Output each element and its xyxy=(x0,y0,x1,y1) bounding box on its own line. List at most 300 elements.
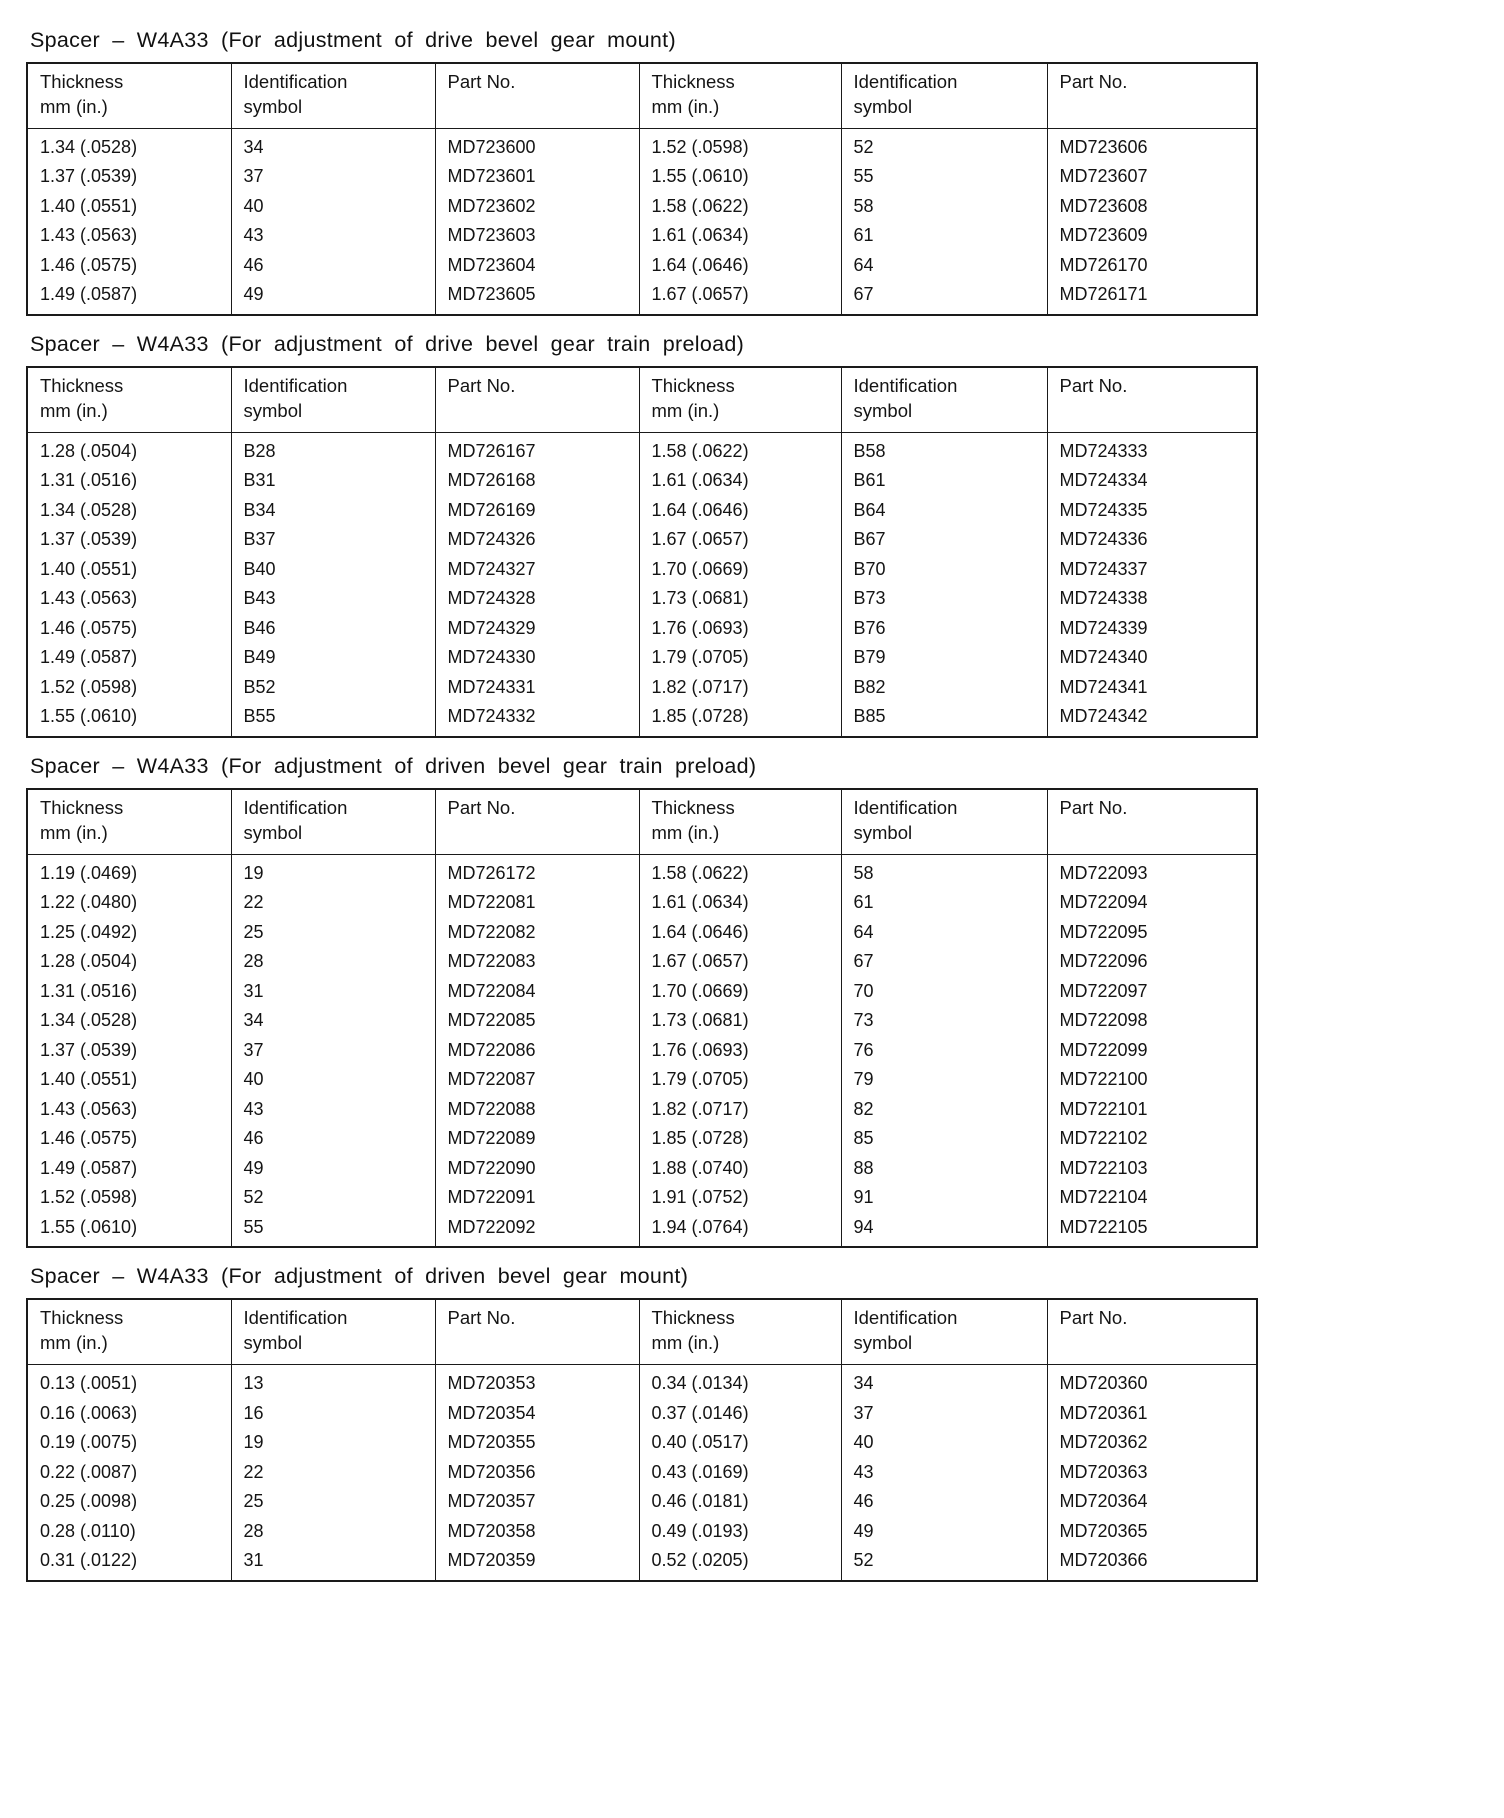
column-header xyxy=(231,63,435,128)
table-cell: 16 xyxy=(231,1399,435,1429)
table-cell: MD722081 xyxy=(435,888,639,918)
table-cell: 73 xyxy=(841,1006,1047,1036)
table-cell: MD722093 xyxy=(1047,854,1257,888)
table-cell: 0.19 (.0075) xyxy=(27,1428,231,1458)
table-cell: B55 xyxy=(231,702,435,737)
table-row xyxy=(27,525,1257,555)
table-cell: 1.58 (.0622) xyxy=(639,192,841,222)
table-cell: 0.31 (.0122) xyxy=(27,1546,231,1581)
column-header xyxy=(639,789,841,854)
table-row xyxy=(27,1399,1257,1429)
table-cell: MD723600 xyxy=(435,128,639,162)
table-row xyxy=(27,854,1257,888)
column-header-line2: mm (in.) xyxy=(40,821,108,843)
column-header-line1: Identification xyxy=(243,71,348,92)
table-cell: MD722103 xyxy=(1047,1154,1257,1184)
column-header-line1: Identification xyxy=(243,796,348,818)
table-row xyxy=(27,1065,1257,1095)
table-cell: MD722099 xyxy=(1047,1036,1257,1066)
table-cell: MD723601 xyxy=(435,162,639,192)
table-cell: MD720358 xyxy=(435,1517,639,1547)
column-header-line1: Thickness xyxy=(651,1307,735,1329)
table-cell: 22 xyxy=(231,888,435,918)
table-cell: 19 xyxy=(231,854,435,888)
table-cell: 61 xyxy=(841,221,1047,251)
table-cell: 58 xyxy=(841,854,1047,888)
table-cell: MD724326 xyxy=(435,525,639,555)
table-cell: MD726167 xyxy=(435,432,639,466)
table-cell: B85 xyxy=(841,702,1047,737)
table-cell: MD720362 xyxy=(1047,1428,1257,1458)
table-row xyxy=(27,702,1257,737)
table-cell: 0.37 (.0146) xyxy=(639,1399,841,1429)
table-cell: 0.52 (.0205) xyxy=(639,1546,841,1581)
table-cell: 43 xyxy=(231,1095,435,1125)
table-cell: B28 xyxy=(231,432,435,466)
table-cell: MD722104 xyxy=(1047,1183,1257,1213)
table-cell: 1.70 (.0669) xyxy=(639,977,841,1007)
column-header xyxy=(27,63,231,128)
table-cell: 1.40 (.0551) xyxy=(27,192,231,222)
table-cell: B79 xyxy=(841,643,1047,673)
table-cell: 58 xyxy=(841,192,1047,222)
table-cell: 1.49 (.0587) xyxy=(27,1154,231,1184)
table-cell: 67 xyxy=(841,947,1047,977)
table-cell: B43 xyxy=(231,584,435,614)
table-row xyxy=(27,1124,1257,1154)
table-cell: 25 xyxy=(231,918,435,948)
table-row xyxy=(27,432,1257,466)
column-header xyxy=(841,789,1047,854)
table-cell: 0.43 (.0169) xyxy=(639,1458,841,1488)
column-header xyxy=(27,367,231,432)
column-header-line1: Thickness xyxy=(651,374,735,396)
table-cell: 1.31 (.0516) xyxy=(27,977,231,1007)
table-cell: 1.94 (.0764) xyxy=(639,1213,841,1248)
table-cell: 1.22 (.0480) xyxy=(27,888,231,918)
table-row xyxy=(27,1458,1257,1488)
table-cell: MD722101 xyxy=(1047,1095,1257,1125)
column-header-line2: symbol xyxy=(243,1332,303,1354)
header-row xyxy=(27,367,1257,432)
table-cell: 1.34 (.0528) xyxy=(27,128,231,162)
table-cell: MD726170 xyxy=(1047,251,1257,281)
table-cell: MD722094 xyxy=(1047,888,1257,918)
table-cell: 37 xyxy=(231,162,435,192)
table-cell: MD724335 xyxy=(1047,496,1257,526)
table-cell: 1.76 (.0693) xyxy=(639,614,841,644)
table-row xyxy=(27,888,1257,918)
table-cell: MD726171 xyxy=(1047,280,1257,315)
column-header xyxy=(231,1299,435,1364)
table-cell: 43 xyxy=(841,1458,1047,1488)
table-cell: 1.91 (.0752) xyxy=(639,1183,841,1213)
column-header-line1: Identification xyxy=(853,71,958,92)
column-header xyxy=(1047,63,1257,128)
table-cell: MD726172 xyxy=(435,854,639,888)
table-cell: 1.40 (.0551) xyxy=(27,1065,231,1095)
table-cell: 79 xyxy=(841,1065,1047,1095)
column-header-line2: mm (in.) xyxy=(651,95,720,117)
table-cell: 1.40 (.0551) xyxy=(27,555,231,585)
table-cell: MD722092 xyxy=(435,1213,639,1248)
table-row xyxy=(27,1095,1257,1125)
table-cell: MD722090 xyxy=(435,1154,639,1184)
table-cell: 28 xyxy=(231,1517,435,1547)
table-cell: 76 xyxy=(841,1036,1047,1066)
table-cell: MD722095 xyxy=(1047,918,1257,948)
table-cell: MD724338 xyxy=(1047,584,1257,614)
table-cell: 1.34 (.0528) xyxy=(27,1006,231,1036)
table-cell: 55 xyxy=(231,1213,435,1248)
table-cell: 1.67 (.0657) xyxy=(639,947,841,977)
table-cell: MD720353 xyxy=(435,1365,639,1399)
table-cell: 91 xyxy=(841,1183,1047,1213)
table-row xyxy=(27,466,1257,496)
column-header-line1: Thickness xyxy=(40,1307,124,1329)
table-cell: MD722086 xyxy=(435,1036,639,1066)
table-cell: MD720355 xyxy=(435,1428,639,1458)
table-cell: B76 xyxy=(841,614,1047,644)
table-cell: 40 xyxy=(231,192,435,222)
column-header-line1: Thickness xyxy=(651,796,735,818)
table-cell: 1.64 (.0646) xyxy=(639,251,841,281)
column-header-line1: Identification xyxy=(853,1307,958,1329)
table-title: Spacer – W4A33 (For adjustment of driven bevel gear mount) xyxy=(30,1264,689,1289)
table-cell: MD720360 xyxy=(1047,1365,1257,1399)
table-cell: MD722097 xyxy=(1047,977,1257,1007)
table-cell: 1.61 (.0634) xyxy=(639,221,841,251)
table-cell: 94 xyxy=(841,1213,1047,1248)
table-cell: 1.31 (.0516) xyxy=(27,466,231,496)
table-cell: 1.85 (.0728) xyxy=(639,702,841,737)
table-cell: MD724329 xyxy=(435,614,639,644)
table-row xyxy=(27,221,1257,251)
table-cell: 52 xyxy=(841,1546,1047,1581)
table-row xyxy=(27,1183,1257,1213)
table-cell: 49 xyxy=(231,280,435,315)
table-cell: 1.64 (.0646) xyxy=(639,918,841,948)
table-section xyxy=(26,1264,1478,1581)
table-cell: MD724336 xyxy=(1047,525,1257,555)
table-cell: 1.28 (.0504) xyxy=(27,432,231,466)
table-cell: B49 xyxy=(231,643,435,673)
table-row xyxy=(27,192,1257,222)
table-section xyxy=(26,28,1478,316)
table-cell: 46 xyxy=(231,1124,435,1154)
column-header-line1: Thickness xyxy=(651,71,735,92)
column-header-line2: mm (in.) xyxy=(40,399,108,421)
table-section xyxy=(26,754,1478,1248)
table-cell: MD726168 xyxy=(435,466,639,496)
table-cell: MD722085 xyxy=(435,1006,639,1036)
table-cell: 88 xyxy=(841,1154,1047,1184)
table-cell: MD720366 xyxy=(1047,1546,1257,1581)
column-header-line1: Part No. xyxy=(1059,796,1128,818)
table-cell: 22 xyxy=(231,1458,435,1488)
table-cell: 1.34 (.0528) xyxy=(27,496,231,526)
table-cell: MD720365 xyxy=(1047,1517,1257,1547)
table-cell: MD723602 xyxy=(435,192,639,222)
table-cell: B40 xyxy=(231,555,435,585)
table-cell: 34 xyxy=(231,1006,435,1036)
table-cell: 55 xyxy=(841,162,1047,192)
table-cell: 0.25 (.0098) xyxy=(27,1487,231,1517)
column-header-line2: symbol xyxy=(243,95,303,117)
table-cell: B61 xyxy=(841,466,1047,496)
table-cell: 1.76 (.0693) xyxy=(639,1036,841,1066)
column-header xyxy=(231,367,435,432)
table-cell: MD720354 xyxy=(435,1399,639,1429)
column-header-line1: Part No. xyxy=(1059,1307,1128,1329)
header-row xyxy=(27,1299,1257,1364)
table-cell: 82 xyxy=(841,1095,1047,1125)
table-row xyxy=(27,1487,1257,1517)
table-cell: MD724342 xyxy=(1047,702,1257,737)
table-cell: 0.46 (.0181) xyxy=(639,1487,841,1517)
table-cell: 46 xyxy=(841,1487,1047,1517)
table-cell: MD722084 xyxy=(435,977,639,1007)
column-header xyxy=(27,789,231,854)
table-cell: MD720357 xyxy=(435,1487,639,1517)
table-row xyxy=(27,1006,1257,1036)
table-cell: 85 xyxy=(841,1124,1047,1154)
column-header-line1: Thickness xyxy=(40,71,124,92)
table-row xyxy=(27,1213,1257,1248)
table-cell: 0.40 (.0517) xyxy=(639,1428,841,1458)
table-cell: MD724337 xyxy=(1047,555,1257,585)
table-cell: 40 xyxy=(231,1065,435,1095)
table-cell: MD722100 xyxy=(1047,1065,1257,1095)
table-cell: MD722082 xyxy=(435,918,639,948)
table-row xyxy=(27,643,1257,673)
table-row xyxy=(27,128,1257,162)
table-cell: 61 xyxy=(841,888,1047,918)
table-row xyxy=(27,280,1257,315)
spacer-table xyxy=(26,366,1258,738)
table-cell: 31 xyxy=(231,977,435,1007)
column-header xyxy=(1047,1299,1257,1364)
table-cell: 1.37 (.0539) xyxy=(27,1036,231,1066)
table-cell: B70 xyxy=(841,555,1047,585)
table-cell: 1.73 (.0681) xyxy=(639,584,841,614)
table-cell: MD724332 xyxy=(435,702,639,737)
column-header-line2: mm (in.) xyxy=(40,95,108,117)
spacer-table xyxy=(26,1298,1258,1581)
table-cell: MD723603 xyxy=(435,221,639,251)
table-cell: 0.13 (.0051) xyxy=(27,1365,231,1399)
table-cell: 1.43 (.0563) xyxy=(27,584,231,614)
table-cell: 31 xyxy=(231,1546,435,1581)
table-cell: 19 xyxy=(231,1428,435,1458)
table-cell: MD724339 xyxy=(1047,614,1257,644)
header-row xyxy=(27,789,1257,854)
table-cell: MD722098 xyxy=(1047,1006,1257,1036)
table-cell: 37 xyxy=(231,1036,435,1066)
table-cell: MD724328 xyxy=(435,584,639,614)
column-header xyxy=(1047,789,1257,854)
table-row xyxy=(27,614,1257,644)
table-cell: 1.49 (.0587) xyxy=(27,643,231,673)
table-row xyxy=(27,1154,1257,1184)
table-cell: MD724330 xyxy=(435,643,639,673)
table-row xyxy=(27,918,1257,948)
table-cell: MD724327 xyxy=(435,555,639,585)
table-cell: 1.49 (.0587) xyxy=(27,280,231,315)
table-cell: 1.85 (.0728) xyxy=(639,1124,841,1154)
column-header-line2: mm (in.) xyxy=(651,399,720,421)
spacer-table xyxy=(26,62,1258,316)
table-cell: MD724331 xyxy=(435,673,639,703)
table-cell: 0.49 (.0193) xyxy=(639,1517,841,1547)
table-cell: MD722087 xyxy=(435,1065,639,1095)
column-header-line2: symbol xyxy=(243,399,303,421)
table-cell: 52 xyxy=(841,128,1047,162)
table-cell: 1.88 (.0740) xyxy=(639,1154,841,1184)
table-cell: MD726169 xyxy=(435,496,639,526)
header-row xyxy=(27,63,1257,128)
table-cell: B46 xyxy=(231,614,435,644)
table-cell: 1.79 (.0705) xyxy=(639,1065,841,1095)
table-cell: MD724340 xyxy=(1047,643,1257,673)
table-cell: MD720356 xyxy=(435,1458,639,1488)
table-cell: 34 xyxy=(231,128,435,162)
table-cell: 1.64 (.0646) xyxy=(639,496,841,526)
table-cell: 67 xyxy=(841,280,1047,315)
table-cell: 25 xyxy=(231,1487,435,1517)
table-cell: MD723606 xyxy=(1047,128,1257,162)
table-cell: 1.82 (.0717) xyxy=(639,673,841,703)
column-header-line1: Thickness xyxy=(40,796,124,818)
table-cell: 0.28 (.0110) xyxy=(27,1517,231,1547)
table-cell: MD722091 xyxy=(435,1183,639,1213)
table-cell: 1.52 (.0598) xyxy=(27,673,231,703)
table-cell: MD720363 xyxy=(1047,1458,1257,1488)
table-cell: 1.61 (.0634) xyxy=(639,888,841,918)
table-cell: MD724334 xyxy=(1047,466,1257,496)
column-header xyxy=(27,1299,231,1364)
column-header xyxy=(435,63,639,128)
table-cell: 64 xyxy=(841,251,1047,281)
column-header-line1: Part No. xyxy=(447,796,516,818)
column-header-line1: Identification xyxy=(243,1307,348,1329)
table-cell: MD723607 xyxy=(1047,162,1257,192)
column-header xyxy=(841,63,1047,128)
column-header-line2: symbol xyxy=(853,821,913,843)
table-row xyxy=(27,496,1257,526)
column-header-line2: mm (in.) xyxy=(40,1332,108,1354)
table-cell: MD722105 xyxy=(1047,1213,1257,1248)
column-header-line1: Part No. xyxy=(447,71,516,92)
table-cell: 1.46 (.0575) xyxy=(27,1124,231,1154)
table-row xyxy=(27,1517,1257,1547)
table-cell: 64 xyxy=(841,918,1047,948)
table-cell: B37 xyxy=(231,525,435,555)
table-cell: 37 xyxy=(841,1399,1047,1429)
column-header-line2: symbol xyxy=(853,1332,913,1354)
column-header-line1: Part No. xyxy=(447,374,516,396)
column-header-line2: symbol xyxy=(853,95,913,117)
table-cell: 1.25 (.0492) xyxy=(27,918,231,948)
table-cell: 70 xyxy=(841,977,1047,1007)
table-cell: 40 xyxy=(841,1428,1047,1458)
table-cell: MD722088 xyxy=(435,1095,639,1125)
table-row xyxy=(27,977,1257,1007)
table-cell: MD722089 xyxy=(435,1124,639,1154)
column-header-line2: symbol xyxy=(853,399,913,421)
column-header xyxy=(639,1299,841,1364)
table-cell: 1.52 (.0598) xyxy=(639,128,841,162)
table-cell: 1.43 (.0563) xyxy=(27,221,231,251)
table-cell: 1.52 (.0598) xyxy=(27,1183,231,1213)
table-cell: B73 xyxy=(841,584,1047,614)
table-cell: 1.43 (.0563) xyxy=(27,1095,231,1125)
table-cell: MD722102 xyxy=(1047,1124,1257,1154)
column-header xyxy=(639,63,841,128)
table-cell: 1.55 (.0610) xyxy=(639,162,841,192)
table-section xyxy=(26,332,1478,738)
column-header-line2: symbol xyxy=(243,821,303,843)
table-cell: B52 xyxy=(231,673,435,703)
table-cell: MD724333 xyxy=(1047,432,1257,466)
table-cell: 1.70 (.0669) xyxy=(639,555,841,585)
table-cell: 1.37 (.0539) xyxy=(27,162,231,192)
column-header-line1: Part No. xyxy=(447,1307,516,1329)
table-cell: 1.46 (.0575) xyxy=(27,614,231,644)
table-cell: MD723604 xyxy=(435,251,639,281)
table-cell: 28 xyxy=(231,947,435,977)
table-cell: 0.22 (.0087) xyxy=(27,1458,231,1488)
column-header-line1: Identification xyxy=(243,374,348,396)
table-cell: B58 xyxy=(841,432,1047,466)
table-cell: MD723609 xyxy=(1047,221,1257,251)
table-row xyxy=(27,673,1257,703)
table-title: Spacer – W4A33 (For adjustment of driven bevel gear train preload) xyxy=(30,753,757,778)
table-cell: B67 xyxy=(841,525,1047,555)
table-cell: 1.19 (.0469) xyxy=(27,854,231,888)
table-cell: 1.55 (.0610) xyxy=(27,702,231,737)
column-header-line1: Identification xyxy=(853,374,958,396)
table-cell: 52 xyxy=(231,1183,435,1213)
table-cell: 1.28 (.0504) xyxy=(27,947,231,977)
column-header xyxy=(1047,367,1257,432)
table-cell: 0.16 (.0063) xyxy=(27,1399,231,1429)
table-cell: 1.58 (.0622) xyxy=(639,854,841,888)
column-header xyxy=(231,789,435,854)
table-cell: 1.73 (.0681) xyxy=(639,1006,841,1036)
table-cell: 1.37 (.0539) xyxy=(27,525,231,555)
table-cell: 1.67 (.0657) xyxy=(639,280,841,315)
table-cell: MD724341 xyxy=(1047,673,1257,703)
table-title: Spacer – W4A33 (For adjustment of drive bevel gear mount) xyxy=(30,28,676,52)
column-header-line1: Part No. xyxy=(1059,374,1128,396)
table-row xyxy=(27,555,1257,585)
table-cell: 46 xyxy=(231,251,435,281)
table-cell: 1.58 (.0622) xyxy=(639,432,841,466)
column-header xyxy=(435,1299,639,1364)
table-cell: MD720361 xyxy=(1047,1399,1257,1429)
table-cell: MD720364 xyxy=(1047,1487,1257,1517)
column-header xyxy=(639,367,841,432)
spacer-table xyxy=(26,788,1258,1248)
table-cell: MD722096 xyxy=(1047,947,1257,977)
table-cell: 43 xyxy=(231,221,435,251)
table-cell: MD722083 xyxy=(435,947,639,977)
column-header xyxy=(841,367,1047,432)
table-cell: 34 xyxy=(841,1365,1047,1399)
table-cell: 1.82 (.0717) xyxy=(639,1095,841,1125)
table-cell: 49 xyxy=(231,1154,435,1184)
